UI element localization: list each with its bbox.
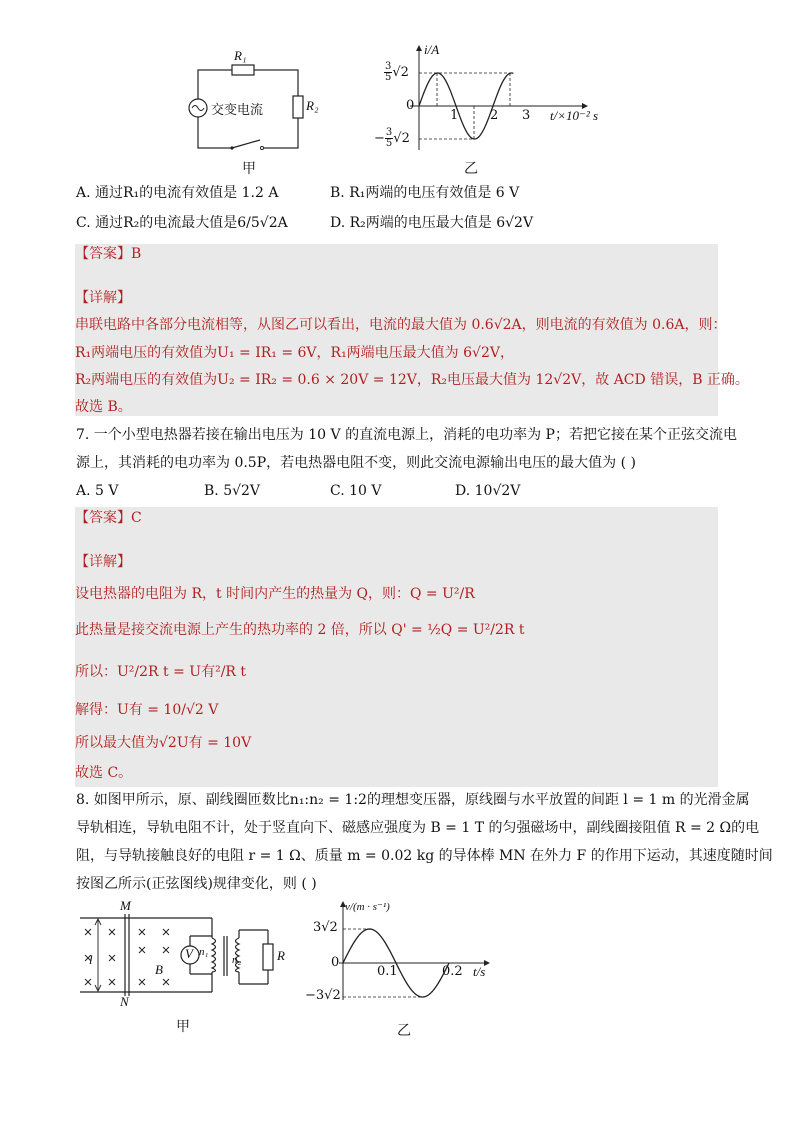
rod-label-n: N: [120, 994, 129, 1009]
top-zero-label: 0: [406, 98, 415, 113]
field-cross: [139, 979, 145, 985]
q8-stem-2: 导轨相连，导轨电阻不计，处于竖直向下、磁感应强度为 B = 1 T 的匀强磁场中，副线圈接阻值 R = 2 Ω的电: [76, 820, 760, 836]
bottom-circuit-figure: [72, 900, 302, 1040]
top-y-bottom-label: − $\frac{3}{5}$ √2: [374, 127, 410, 149]
q6-detail-line-2: R₁两端电压的有效值为U₁ = IR₁ = 6V，R₁两端电压最大值为 6√2V，: [75, 345, 514, 361]
rod-label-m: M: [120, 898, 131, 913]
field-cross: [109, 929, 115, 935]
bottom-x-axis-label: t/s: [473, 964, 486, 979]
field-cross: [163, 929, 169, 935]
q7-detail-line-3: 所以：U²/2R t = U有²/R t: [75, 664, 247, 680]
q7-detail-line-4: 解得：U有 = 10/√2 V: [75, 702, 219, 718]
top-right-caption: 乙: [464, 161, 478, 177]
field-cross: [163, 947, 169, 953]
r2-label: R₂: [306, 98, 319, 113]
bottom-y-bottom-label: −3√2: [305, 988, 341, 1003]
field-cross: [109, 979, 115, 985]
field-cross: [85, 929, 91, 935]
q6-answer: 【答案】B: [75, 246, 142, 262]
source-label: 交变电流: [211, 103, 264, 118]
q6-option-a: A. 通过R₁的电流有效值是 1.2 A: [76, 185, 279, 201]
top-y-axis-label: i/A: [424, 42, 440, 57]
q7-option-c: C. 10 V: [330, 483, 382, 499]
q6-option-b: B. R₁两端的电压有效值是 6 V: [330, 185, 520, 201]
rail-spacing-label: l: [89, 952, 93, 967]
top-tick-1: 1: [450, 108, 459, 123]
q7-detail-line-1: 设电热器的电阻为 R，t 时间内产生的热量为 Q，则：Q = U²/R: [75, 586, 475, 602]
q8-stem-1: 8. 如图甲所示，原、副线圈匝数比n₁:n₂ = 1:2的理想变压器，原线圈与水平放置的间距 l = 1 m 的光滑金属: [76, 792, 750, 808]
q7-detail-line-6: 故选 C。: [75, 765, 133, 781]
q6-detail-line-3: R₂两端电压的有效值为U₂ = IR₂ = 0.6 × 20V = 12V，R₂电压最大值为 12√2V，故 ACD 错误，B 正确。: [75, 372, 749, 388]
top-graph-figure: [374, 40, 620, 185]
secondary-coil-label: n₂: [232, 954, 242, 966]
field-cross: [139, 929, 145, 935]
q6-detail-line-1: 串联电路中各部分电流相等，从图乙可以看出，电流的最大值为 0.6√2A，则电流的有效值为 0.6A，则：: [75, 317, 727, 333]
top-tick-3: 3: [522, 108, 531, 123]
q7-stem-2: 源上，其消耗的电功率为 0.5P，若电热器电阻不变，则此交流电源输出电压的最大值为 ( ): [76, 455, 636, 471]
q7-stem-1: 7. 一个小型电热器若接在输出电压为 10 V 的直流电源上，消耗的电功率为 P；若把它接在某个正弦交流电: [76, 427, 737, 443]
q8-stem-3: 阻，与导轨接触良好的电阻 r = 1 Ω、质量 m = 0.02 kg 的导体棒 MN 在外力 F 的作用下运动，其速度随时间: [76, 848, 773, 864]
q6-option-d: D. R₂两端的电压最大值是 6√2V: [330, 215, 534, 231]
q7-detail-heading: 【详解】: [75, 554, 131, 570]
bottom-y-axis-label: v/(m · s⁻¹): [345, 901, 390, 913]
bottom-graph-figure: [305, 898, 505, 1043]
primary-coil-label: n₁: [199, 946, 209, 958]
q7-option-b: B. 5√2V: [204, 483, 261, 499]
field-cross: [85, 979, 91, 985]
resistor-label-r: R: [277, 948, 285, 963]
bottom-left-caption: 甲: [176, 1019, 190, 1035]
q8-stem-4: 按图乙所示(正弦图线)规律变化，则 ( ): [76, 876, 317, 892]
field-label-b: B: [155, 962, 163, 977]
field-cross: [139, 947, 145, 953]
r1-label: R₁: [234, 48, 247, 63]
bottom-right-caption: 乙: [397, 1023, 411, 1039]
top-y-top-label: $\frac{3}{5}$ √2: [385, 61, 409, 83]
q7-option-d: D. 10√2V: [455, 483, 521, 499]
top-circuit-figure: [180, 48, 330, 182]
q7-detail-line-5: 所以最大值为√2U有 = 10V: [75, 735, 252, 751]
q7-detail-line-2: 此热量是接交流电源上产生的热功率的 2 倍，所以 Q' = ½Q = U²/2R t: [75, 622, 525, 638]
q6-detail-line-4: 故选 B。: [75, 399, 132, 415]
bottom-zero-label: 0: [331, 955, 340, 970]
bottom-tick-0-2: 0.2: [442, 964, 463, 979]
top-left-caption: 甲: [242, 161, 256, 177]
field-cross: [109, 955, 115, 961]
voltmeter-label: V: [185, 946, 193, 961]
q6-option-c: C. 通过R₂的电流最大值是6/5√2A: [76, 215, 288, 231]
field-cross: [163, 979, 169, 985]
bottom-y-top-label: 3√2: [313, 920, 338, 935]
q7-option-a: A. 5 V: [76, 483, 119, 499]
bottom-tick-0-1: 0.1: [377, 964, 398, 979]
top-x-axis-label: t/×10⁻² s: [550, 108, 599, 123]
q6-detail-heading: 【详解】: [75, 290, 131, 306]
top-tick-2: 2: [490, 108, 499, 123]
q7-answer: 【答案】C: [75, 510, 142, 526]
